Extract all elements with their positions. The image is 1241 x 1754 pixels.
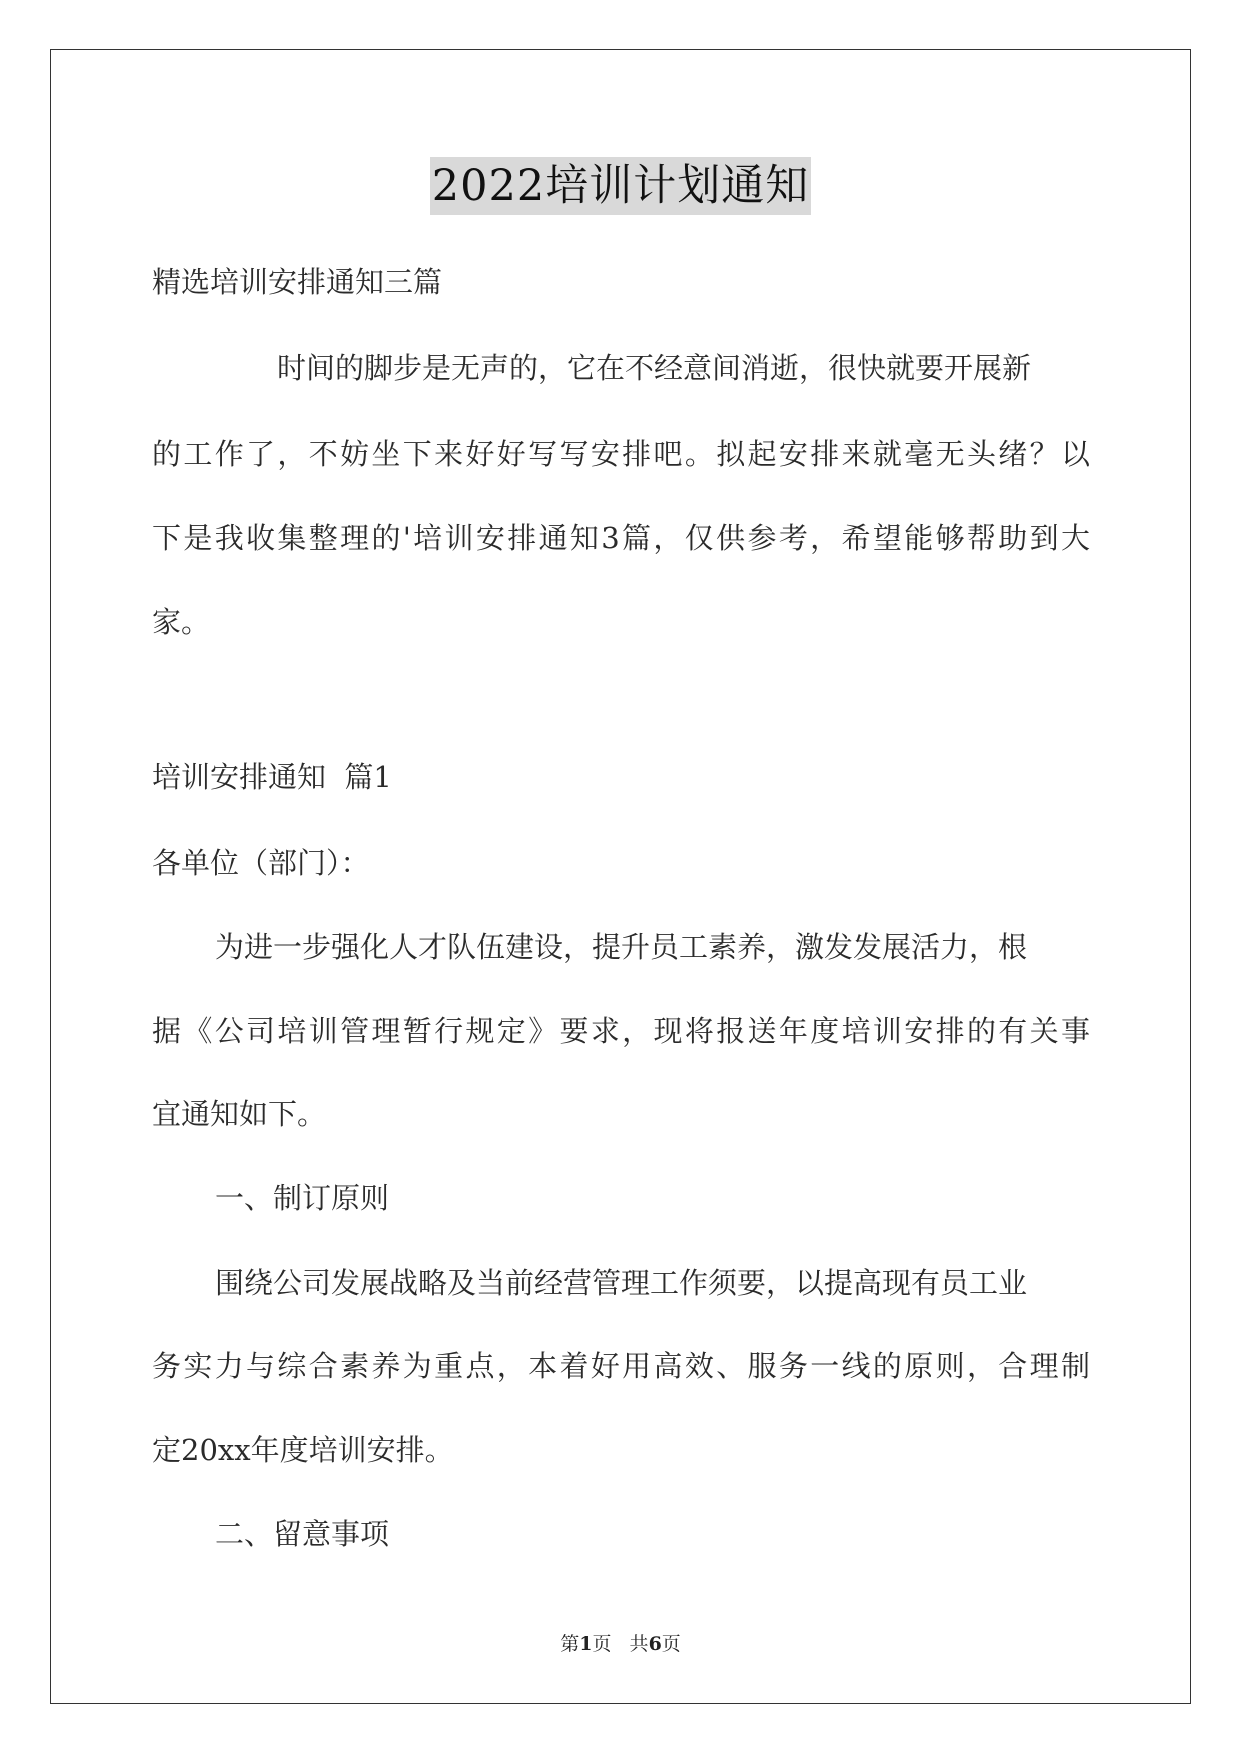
footer-page-prefix: 第 [560,1633,580,1655]
title-container [0,157,1241,215]
para2-line-1: 围绕公司发展战略及当前经营管理工作须要，以提高现有员工业 [215,1266,1028,1300]
para1-line-2: 据《公司培训管理暂行规定》要求，现将报送年度培训安排的有关事 [152,1014,1090,1048]
para1-line-3: 宜通知如下。 [152,1097,327,1131]
page-footer [0,1631,1241,1657]
para1-line-1: 为进一步强化人才队伍建设，提升员工素养，激发发展活力，根 [215,930,1028,964]
footer-page-suffix: 页 [661,1633,681,1655]
heading-two: 二、留意事项 [215,1517,390,1551]
intro-line-2: 的工作了，不妨坐下来好好写写安排吧。拟起安排来就毫无头绪？以 [152,437,1090,471]
intro-line-4: 家。 [152,605,211,639]
section-heading: 培训安排通知 篇1 [152,760,392,794]
footer-page-current: 1 [579,1633,593,1655]
intro-line-3: 下是我收集整理的'培训安排通知3篇，仅供参考，希望能够帮助到大 [152,521,1090,555]
para2-line-2: 务实力与综合素养为重点，本着好用高效、服务一线的原则，合理制 [152,1349,1090,1383]
document-subtitle: 精选培训安排通知三篇 [152,265,443,299]
footer-page-mid: 页 共 [592,1633,649,1655]
footer-page-total: 6 [648,1633,662,1655]
para2-line-3: 定20xx年度培训安排。 [152,1433,454,1467]
salutation: 各单位（部门）： [152,846,370,880]
heading-one: 一、制订原则 [215,1181,390,1215]
document-title: 2022培训计划通知 [430,157,811,215]
intro-line-1: 时间的脚步是无声的，它在不经意间消逝，很快就要开展新 [277,351,1032,385]
